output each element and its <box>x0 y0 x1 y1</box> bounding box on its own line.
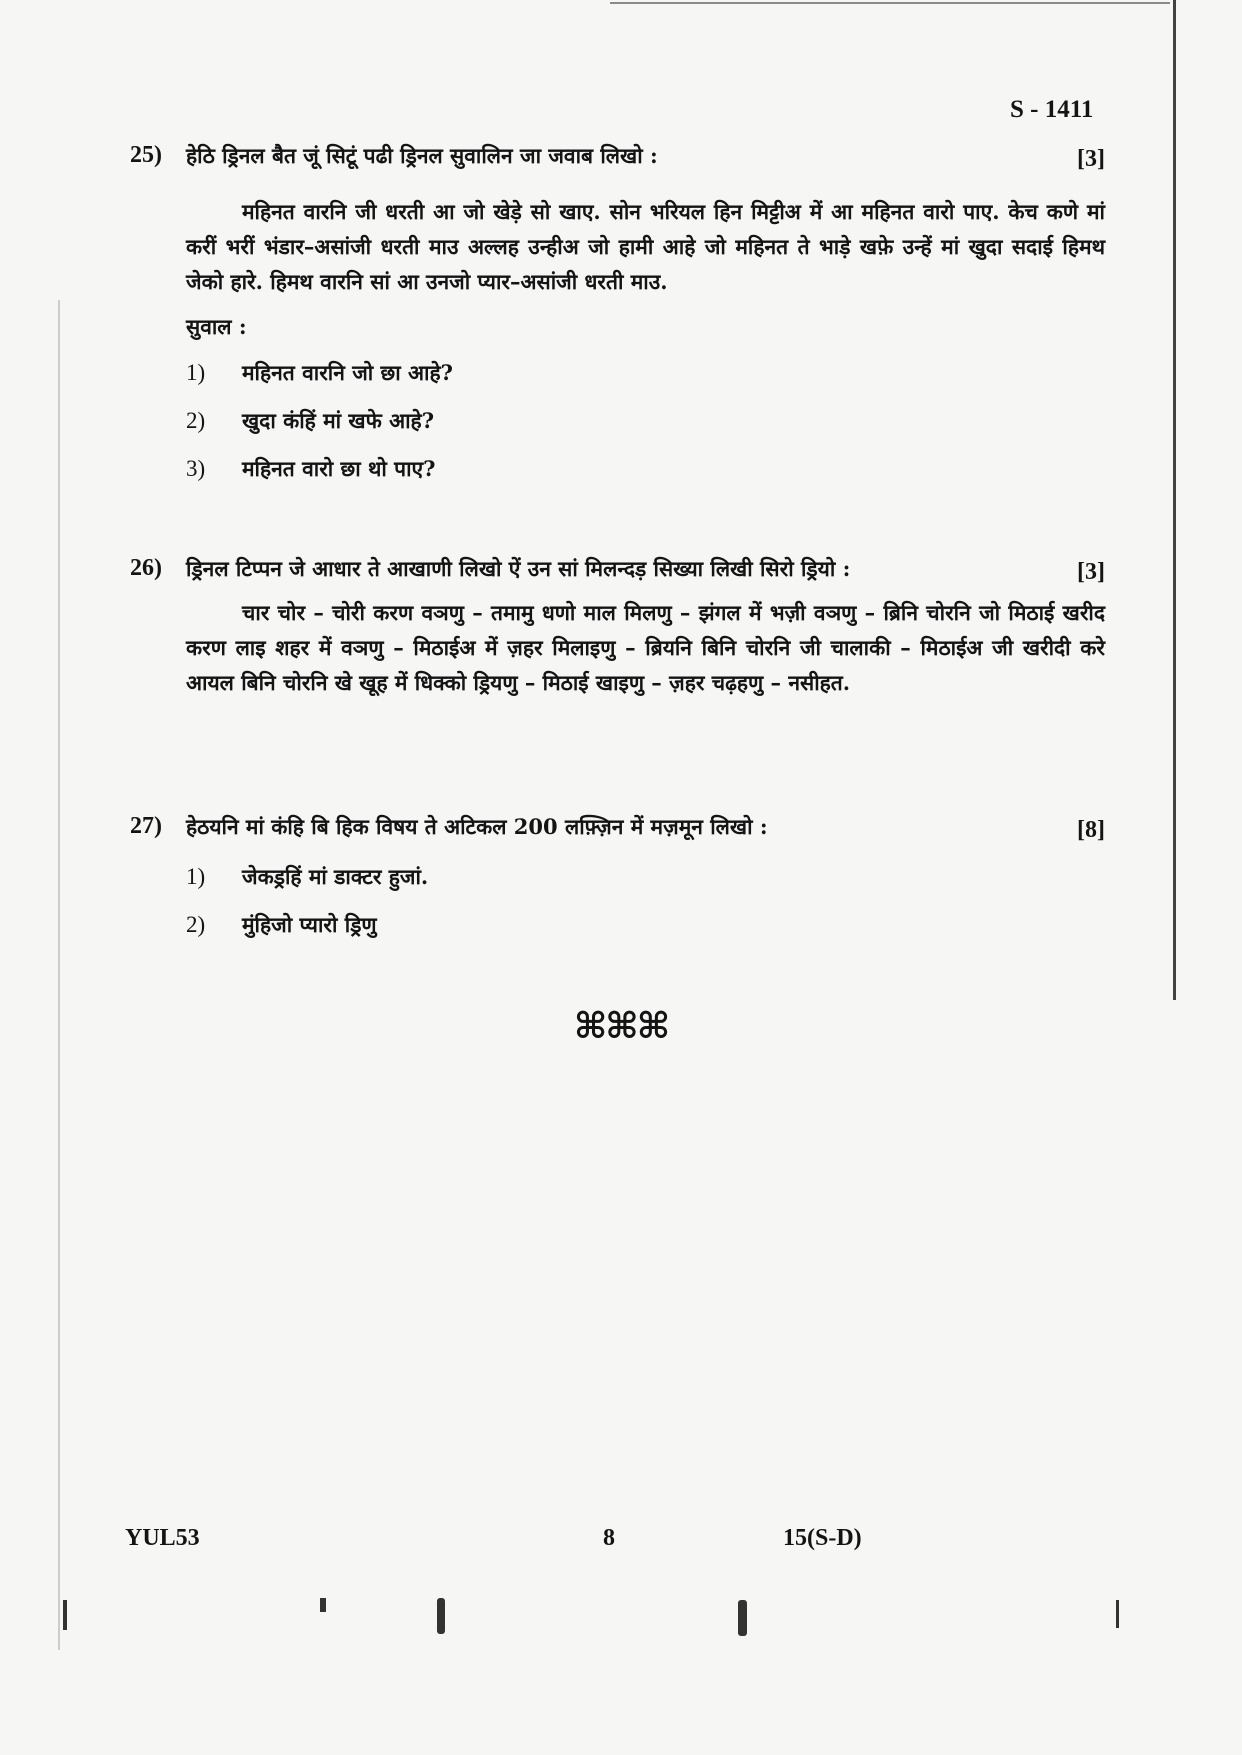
footer-code: YUL53 <box>125 1525 200 1551</box>
sub-questions-label: सुवाल : <box>186 314 247 339</box>
sub-question-text: महिनत वारो छा थो पाए? <box>242 456 436 481</box>
sub-question <box>186 853 1105 901</box>
question-number: 25) <box>130 142 162 168</box>
sub-question-number: 2) <box>186 912 206 937</box>
question-25 <box>130 142 1105 493</box>
sub-question-number: 3) <box>186 456 206 481</box>
sub-question <box>186 901 1105 949</box>
question-number: 26) <box>130 555 162 581</box>
question-marks: [8] <box>1077 817 1105 843</box>
paper-code: S - 1411 <box>1010 96 1094 123</box>
reading-passage: महिनत वारनि जी धरती आ जो खेड़े सो खाए. सोन भरियल हिन मिट्टीअ में आ महिनत वारो पाए. केच कणे मां करीं भरीं भंडार–असांजी धरती माउ अल्लह उन्हीअ जो हामी आहे जो महिनत ते भाड़े खफ़े उन्हें मां खुदा सदाई हिमथ जेको हारे. हिमथ वारनि सां आ उनजो प्यार–असांजी धरती माउ. <box>186 199 1105 294</box>
question-text: ड्रिनल टिप्पन जे आधार ते आखाणी लिखो ऐं उन सां मिलन्दड़ सिख्या लिखी सिरो ड्रियो : <box>186 556 851 581</box>
footer-set: 15(S-D) <box>783 1525 862 1551</box>
scan-edge-right <box>1173 0 1176 1000</box>
sub-question-text: मुंहिजो प्यारो ड्रिणु <box>242 912 377 937</box>
sub-question-list <box>130 349 1105 493</box>
question-header <box>130 813 1105 847</box>
sub-question <box>186 397 1105 445</box>
sub-question-list <box>130 853 1105 949</box>
sub-question <box>186 349 1105 397</box>
scan-edge-top <box>610 2 1170 4</box>
question-text: हेठि ड्रिनल बैत जूं सिटूं पढी ड्रिनल सुवालिन जा जवाब लिखो : <box>186 143 658 168</box>
end-of-paper-mark: ⌘⌘⌘ <box>573 1005 669 1047</box>
sub-question-number: 2) <box>186 408 206 433</box>
scan-artifact <box>63 1600 67 1630</box>
sub-question-text: महिनत वारनि जो छा आहे? <box>242 360 453 385</box>
question-27 <box>130 813 1105 949</box>
sub-question <box>186 445 1105 493</box>
question-marks: [3] <box>1077 559 1105 585</box>
scan-artifact <box>437 1598 445 1634</box>
scan-edge-left <box>58 300 60 1650</box>
question-number: 27) <box>130 813 162 839</box>
page-number: 8 <box>603 1525 615 1551</box>
scan-artifact <box>1116 1600 1119 1628</box>
sub-question-text: खुदा कंहिं मां खफे आहे? <box>242 408 435 433</box>
scan-artifact <box>738 1600 747 1636</box>
sub-question-number: 1) <box>186 360 206 385</box>
question-26 <box>130 555 1105 700</box>
question-header <box>130 555 1105 589</box>
question-marks: [3] <box>1077 146 1105 172</box>
scan-artifact <box>320 1598 326 1612</box>
sub-question-number: 1) <box>186 864 206 889</box>
question-text: हेठयनि मां कंहि बि हिक विषय ते अटिकल 200 लफ़्ज़िन में मज़मून लिखो : <box>186 814 768 839</box>
question-header <box>130 142 1105 176</box>
sub-question-text: जेकड्रहिं मां डाक्टर हुजां. <box>242 864 429 889</box>
outline-passage: चार चोर – चोरी करण वञणु – तमामु धणो माल मिलणु – झंगल में भज़ी वञणु – ब्रिनि चोरनि जो मिठाई खरीद करण लाइ शहर में वञणु – मिठाईअ में ज़हर मिलाइणु – ब्रियनि बिनि चोरनि जी चालाकी – मिठाईअ जी खरीदी करे आयल बिनि चोरनि खे खूह में धिक्को ड्रियणु – मिठाई खाइणु – ज़हर चढ़हणु – नसीहत. <box>186 600 1105 695</box>
